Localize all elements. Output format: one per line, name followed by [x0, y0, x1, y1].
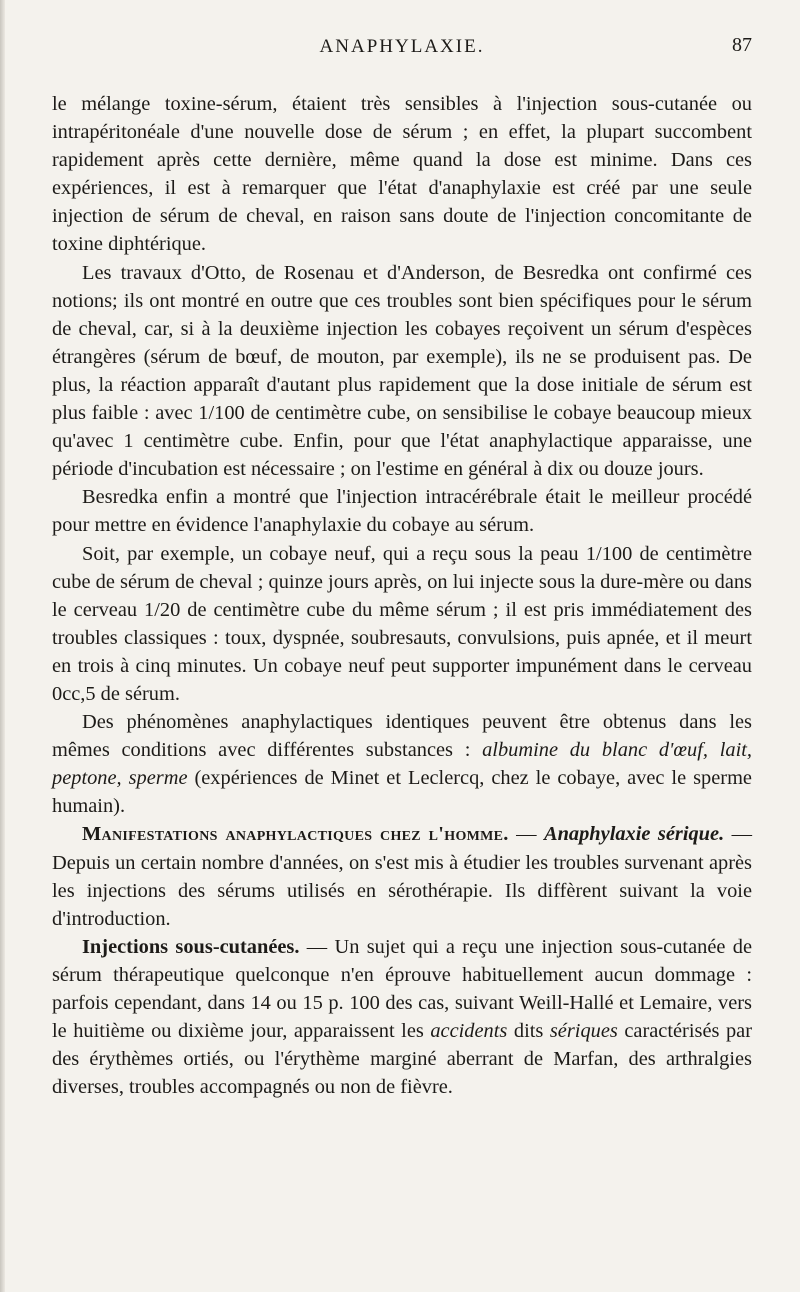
paragraph-6 — [52, 820, 752, 932]
paragraph-3: Besredka enfin a montré que l'injection intracérébrale était le meilleur procédé pour mettre en évidence l'anaphylaxie du cobaye au sérum. — [52, 486, 752, 537]
paragraph-7-text-b: dits — [507, 1020, 550, 1043]
subsection-heading: Anaphylaxie sérique. — [543, 823, 725, 846]
paragraph-7-text-c: caractérisés par des érythèmes ortiés, ou l'érythème marginé aberrant de Marfan, des arthralgies diverses, troubles accompagnés ou non de fièvre. — [52, 1020, 752, 1099]
page-number: 87 — [732, 34, 752, 56]
paragraph-6-text: — Depuis un certain nombre d'années, on s'est mis à étudier les troubles survenant après les injections des sérums utilisés en sérothérapie. Ils diffèrent suivant la voie d'introduction. — [52, 823, 752, 930]
heading-dash: — — [508, 823, 544, 846]
paragraph-2: Les travaux d'Otto, de Rosenau et d'Anderson, de Besredka ont confirmé ces notions; ils ont montré en outre que ces troubles sont bien spécifiques pour le sérum de cheval, car, si à la deuxième injection les cobayes reçoivent un sérum d'espèces étrangères (sérum de bœuf, de mouton, par exemple), ils ne se produisent pas. De plus, la réaction apparaît d'autant plus rapidement que la dose initiale de sérum est plus faible : avec 1/100 de centimètre cube, on sensibilise le cobaye beaucoup mieux qu'avec 1 centimètre cube. Enfin, pour que l'état anaphylactique apparaisse, une période d'incubation est nécessaire ; on l'estime en général à dix ou douze jours. — [52, 261, 752, 481]
term-seriques: sériques — [549, 1020, 618, 1043]
paragraph-5-text-b: (expériences de Minet et Leclercq, chez le cobaye, avec le sperme humain). — [52, 767, 752, 818]
paragraph-7-text-a: — Un sujet qui a reçu une injection sous-cutanée de sérum thérapeutique quelconque n'en éprouve habituellement aucun dommage : parfois cependant, dans 14 ou 15 p. 100 des cas, suivant Weill-Hallé et Lemaire, vers le huitième ou dixième jour, apparaissent les — [52, 935, 752, 1043]
page-edge — [0, 0, 5, 1292]
paragraph-4: Soit, par exemple, un cobaye neuf, qui a reçu sous la peau 1/100 de centimètre cube de sérum de cheval ; quinze jours après, on lui injecte sous la dure-mère ou dans le cerveau 1/20 de centimètre cube du même sérum ; il est pris immédiatement des troubles classiques : toux, dyspnée, soubresauts, convulsions, puis apnée, et il meurt en trois à cinq minutes. Un cobaye neuf peut supporter impunément dans le cerveau 0cc,5 de sérum. — [52, 542, 752, 705]
paragraph-5 — [52, 708, 752, 820]
page-header — [52, 30, 752, 66]
subsection-heading-injections: Injections sous-cutanées. — [82, 935, 300, 958]
paragraph-1: le mélange toxine-sérum, étaient très sensibles à l'injection sous-cutanée ou intrapéritonéale d'une nouvelle dose de sérum ; en effet, la plupart succombent rapidement après cette dernière, même quand la dose est minime. Dans ces expériences, il est à remarquer que l'état d'anaphylaxie est créé par une seule injection de sérum de cheval, en raison sans doute de l'injection concomitante de toxine diphtérique. — [52, 93, 752, 256]
paragraph-5-text-a: Des phénomènes anaphylactiques identiques peuvent être obtenus dans les mêmes conditions avec différentes substances : — [52, 711, 752, 762]
section-heading: Manifestations anaphylactiques chez l'homme. — [82, 823, 509, 846]
running-head: ANAPHYLAXIE. — [319, 36, 485, 57]
term-accidents: accidents — [430, 1020, 508, 1043]
paragraph-5-substances: albumine du blanc d'œuf, lait, peptone, sperme — [52, 739, 752, 790]
body-text — [52, 90, 752, 1101]
paragraph-7 — [52, 933, 752, 1102]
